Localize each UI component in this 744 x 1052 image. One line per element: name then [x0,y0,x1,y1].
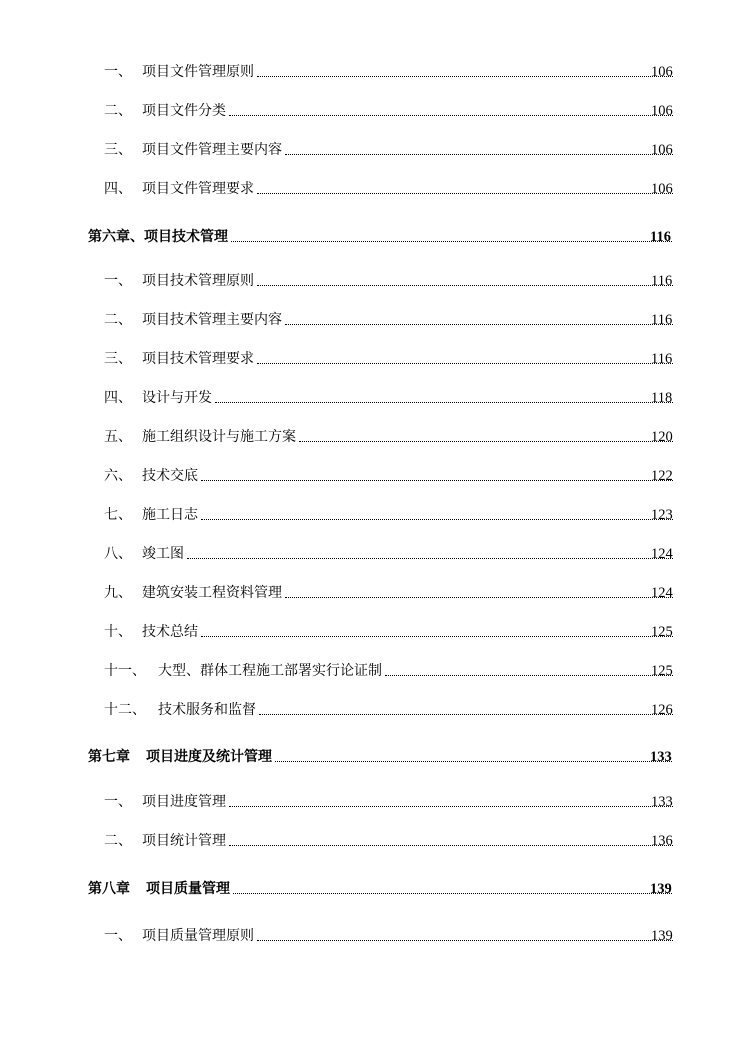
toc-chapter-number: 第七章 [88,749,130,765]
dot-leader [257,363,673,364]
toc-chapter[interactable] [0,877,744,901]
toc-entry[interactable] [0,99,744,123]
toc-entry-number: 十二、 [104,702,146,718]
toc-chapter-page: 133 [650,749,672,765]
toc-entry-title: 设计与开发 [142,390,212,406]
toc-entry[interactable] [0,620,744,644]
toc-entry-page: 126 [651,702,673,718]
toc-entry[interactable] [0,386,744,410]
toc-entry-page: 106 [651,103,673,119]
toc-entry[interactable] [0,790,744,814]
toc-entry-page: 125 [651,624,673,640]
toc-entry-number: 二、 [104,103,132,119]
toc-entry[interactable] [0,542,744,566]
dot-leader [257,285,673,286]
toc-entry-page: 136 [651,833,673,849]
toc-entry-title: 技术服务和监督 [158,702,256,718]
toc-entry-page: 139 [651,928,673,944]
toc-entry-page: 124 [651,546,673,562]
toc-entry-number: 十一、 [104,663,146,679]
toc-chapter[interactable] [0,745,744,769]
toc-entry-number: 二、 [104,312,132,328]
toc-entry[interactable] [0,924,744,948]
toc-entry-title: 项目进度管理 [142,794,226,810]
toc-entry-title: 竣工图 [142,546,184,562]
toc-entry-page: 116 [651,351,673,367]
dot-leader [299,441,673,442]
toc-chapter-number: 第八章 [88,881,130,897]
dot-leader [233,893,672,894]
toc-entry-number: 三、 [104,142,132,158]
toc-entry-number: 一、 [104,928,132,944]
dot-leader [285,324,673,325]
dot-leader [231,241,672,242]
dot-leader [259,714,673,715]
toc-entry-number: 二、 [104,833,132,849]
toc-entry[interactable] [0,829,744,853]
toc-entry-title: 大型、群体工程施工部署实行论证制 [158,663,382,679]
toc-entry[interactable] [0,138,744,162]
toc-chapter-page: 139 [650,881,672,897]
toc-entry-title: 施工日志 [142,507,198,523]
toc-entry-page: 122 [651,468,673,484]
dot-leader [187,558,673,559]
toc-entry-number: 一、 [104,794,132,810]
toc-entry[interactable] [0,308,744,332]
toc-entry-title: 项目统计管理 [142,833,226,849]
toc-entry-title: 项目质量管理原则 [142,928,254,944]
dot-leader [229,806,673,807]
toc-entry-page: 106 [651,181,673,197]
dot-leader [257,193,673,194]
toc-chapter-title: 项目进度及统计管理 [146,749,272,765]
toc-entry-page: 116 [651,312,673,328]
toc-entry-page: 123 [651,507,673,523]
dot-leader [257,940,673,941]
toc-entry-page: 133 [651,794,673,810]
toc-entry[interactable] [0,177,744,201]
toc-entry-number: 七、 [104,507,132,523]
dot-leader [257,76,673,77]
dot-leader [385,675,673,676]
toc-entry-title: 项目文件分类 [142,103,226,119]
toc-entry-title: 施工组织设计与施工方案 [142,429,296,445]
toc-entry-page: 116 [651,273,673,289]
toc-entry-page: 106 [651,142,673,158]
toc-entry[interactable] [0,698,744,722]
dot-leader [229,845,673,846]
toc-chapter-page: 116 [650,229,671,245]
dot-leader [285,597,673,598]
toc-entry-title: 项目文件管理要求 [142,181,254,197]
toc-entry-title: 项目文件管理主要内容 [142,142,282,158]
toc-entry-number: 一、 [104,64,132,80]
toc-entry[interactable] [0,581,744,605]
toc-entry[interactable] [0,425,744,449]
toc-entry-title: 项目文件管理原则 [142,64,254,80]
toc-entry-page: 125 [651,663,673,679]
toc-entry-number: 四、 [104,181,132,197]
toc-entry-number: 六、 [104,468,132,484]
toc-chapter-title: 项目质量管理 [146,881,230,897]
toc-entry-number: 十、 [104,624,132,640]
toc-entry-page: 106 [651,64,673,80]
toc-entry[interactable] [0,60,744,84]
toc-entry-number: 九、 [104,585,132,601]
toc-entry[interactable] [0,503,744,527]
dot-leader [201,519,673,520]
toc-entry-page: 120 [651,429,673,445]
dot-leader [215,402,673,403]
dot-leader [201,636,673,637]
toc-entry-title: 技术总结 [142,624,198,640]
toc-entry-title: 技术交底 [142,468,198,484]
toc-entry[interactable] [0,464,744,488]
dot-leader [275,761,672,762]
dot-leader [229,115,673,116]
toc-entry[interactable] [0,347,744,371]
toc-chapter-number: 第六章、 [88,229,144,245]
toc-entry-title: 项目技术管理原则 [142,273,254,289]
toc-entry-title: 项目技术管理主要内容 [142,312,282,328]
toc-entry-page: 118 [651,390,673,406]
toc-chapter-title: 项目技术管理 [144,229,228,245]
toc-entry-title: 项目技术管理要求 [142,351,254,367]
toc-entry-number: 四、 [104,390,132,406]
toc-entry[interactable] [0,659,744,683]
toc-entry-number: 八、 [104,546,132,562]
toc-entry-number: 五、 [104,429,132,445]
toc-entry[interactable] [0,269,744,293]
toc-entry-number: 三、 [104,351,132,367]
toc-entry-page: 124 [651,585,673,601]
dot-leader [201,480,673,481]
toc-entry-number: 一、 [104,273,132,289]
dot-leader [285,154,673,155]
toc-chapter[interactable] [0,225,744,249]
toc-entry-title: 建筑安装工程资料管理 [142,585,282,601]
